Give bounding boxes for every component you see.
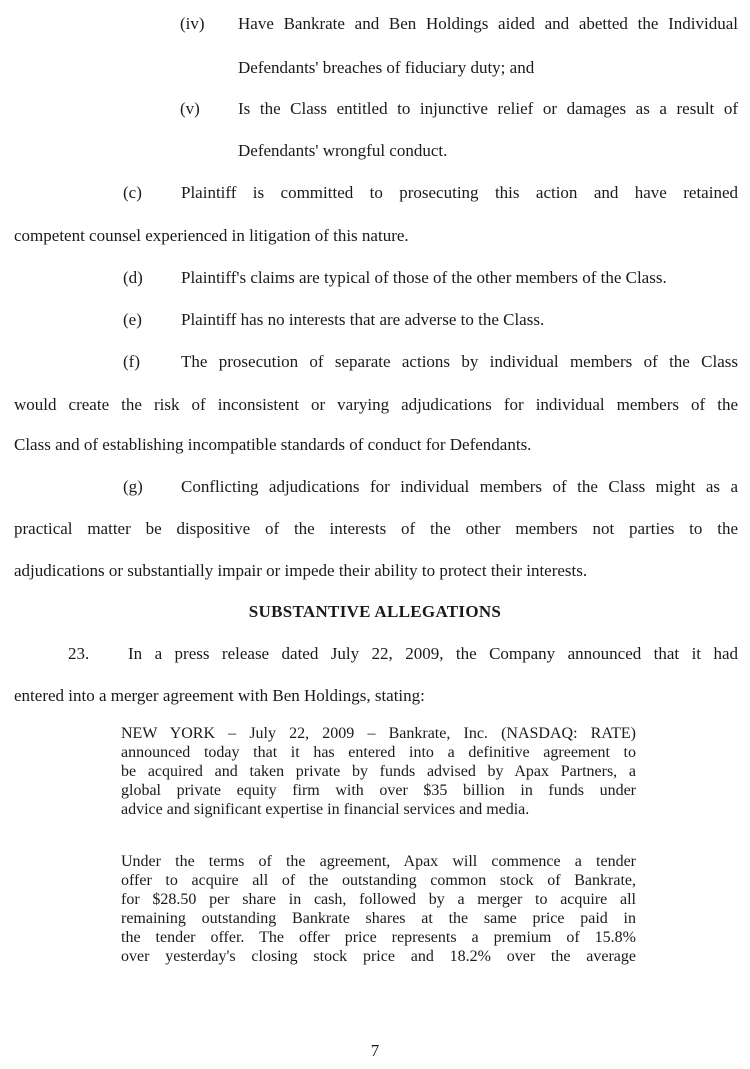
list-item-v-text-line2: Defendants' wrongful conduct. — [238, 141, 448, 160]
paragraph-g-label: (g) — [123, 477, 143, 496]
quote-p2-line1: Under the terms of the agreement, Apax will commence a tender — [121, 853, 636, 870]
paragraph-f-line3: Class and of establishing incompatible standards of conduct for Defendants. — [14, 435, 532, 454]
quote-p2-line6: over yesterday's closing stock price and 18.2% over the average — [121, 948, 636, 965]
quote-p1-line4: global private equity firm with over $35 billion in funds under — [121, 782, 636, 799]
section-heading: SUBSTANTIVE ALLEGATIONS — [248, 602, 502, 621]
paragraph-23-number: 23. — [68, 644, 90, 663]
paragraph-f-line2: would create the risk of inconsistent or varying adjudications for individual members of the — [14, 395, 738, 414]
quote-p2-line2: offer to acquire all of the outstanding common stock of Bankrate, — [121, 872, 636, 889]
paragraph-e-label: (e) — [123, 310, 142, 329]
list-item-iv-label: (iv) — [180, 14, 205, 33]
quote-p1-line5: advice and significant expertise in financial services and media. — [121, 801, 530, 818]
paragraph-c-line2: competent counsel experienced in litigation of this nature. — [14, 226, 409, 245]
page-number: 7 — [370, 1041, 380, 1060]
paragraph-23-line2: entered into a merger agreement with Ben Holdings, stating: — [14, 686, 425, 705]
paragraph-c-line1: Plaintiff is committed to prosecuting this action and have retained — [181, 183, 738, 202]
paragraph-e-line1: Plaintiff has no interests that are adverse to the Class. — [181, 310, 545, 329]
paragraph-f-line1: The prosecution of separate actions by individual members of the Class — [181, 352, 738, 371]
quote-p1-line2: announced today that it has entered into a definitive agreement to — [121, 744, 636, 761]
paragraph-f-label: (f) — [123, 352, 140, 371]
list-item-iv-text-line1: Have Bankrate and Ben Holdings aided and abetted the Individual — [238, 14, 738, 33]
paragraph-23-line1: In a press release dated July 22, 2009, the Company announced that it had — [128, 644, 738, 663]
paragraph-g-line3: adjudications or substantially impair or impede their ability to protect their interests. — [14, 561, 588, 580]
quote-p1-line3: be acquired and taken private by funds advised by Apax Partners, a — [121, 763, 636, 780]
quote-p1-line1: NEW YORK – July 22, 2009 – Bankrate, Inc. (NASDAQ: RATE) — [121, 725, 636, 742]
paragraph-g-line2: practical matter be dispositive of the interests of the other members not parties to the — [14, 519, 738, 538]
quote-p2-line4: remaining outstanding Bankrate shares at the same price paid in — [121, 910, 636, 927]
quote-p2-line3: for $28.50 per share in cash, followed by a merger to acquire all — [121, 891, 636, 908]
paragraph-d-line1: Plaintiff's claims are typical of those of the other members of the Class. — [181, 268, 667, 287]
list-item-v-label: (v) — [180, 99, 200, 118]
quote-p2-line5: the tender offer. The offer price represents a premium of 15.8% — [121, 929, 636, 946]
list-item-v-text-line1: Is the Class entitled to injunctive relief or damages as a result of — [238, 99, 738, 118]
paragraph-g-line1: Conflicting adjudications for individual members of the Class might as a — [181, 477, 738, 496]
paragraph-c-label: (c) — [123, 183, 142, 202]
paragraph-d-label: (d) — [123, 268, 143, 287]
list-item-iv-text-line2: Defendants' breaches of fiduciary duty; and — [238, 58, 535, 77]
